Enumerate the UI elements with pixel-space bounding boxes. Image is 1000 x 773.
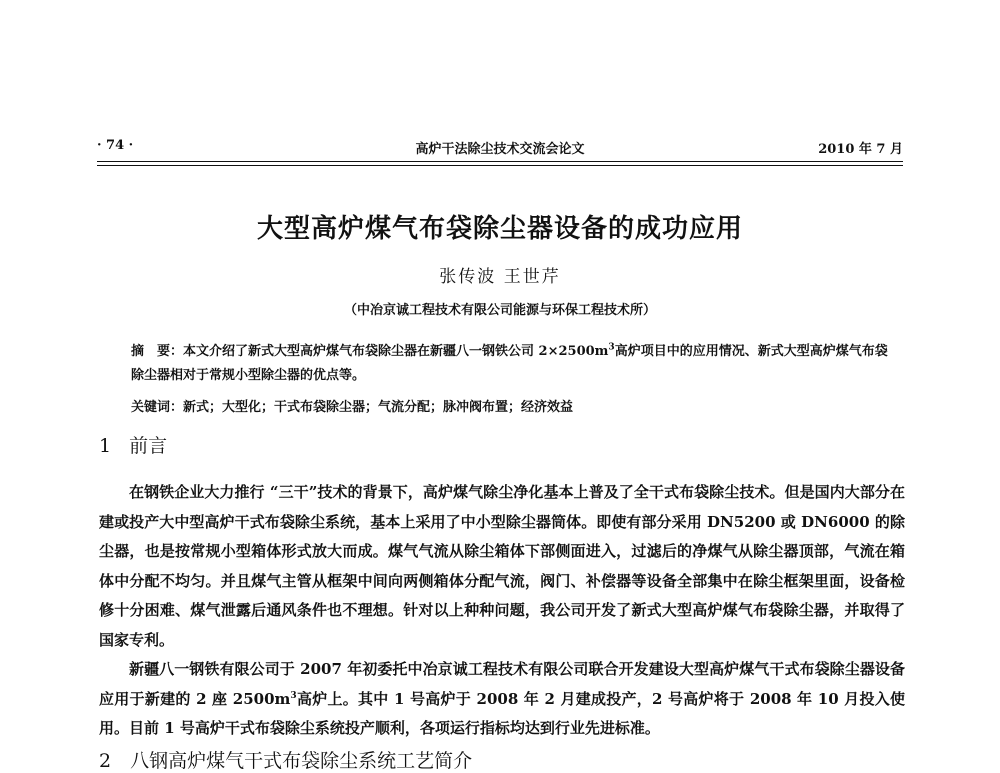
paragraph-2-text-1: 新疆八一钢铁有限公司于 2007 年初委托中冶京诚工程技术有限公司联合开发建设大型高炉煤气干式布袋除尘器设备应用于新建的 2 座 2500m <box>99 660 905 708</box>
affiliation: （中冶京诚工程技术有限公司能源与环保工程技术所） <box>343 303 656 318</box>
journal-name: 高炉干法除尘技术交流会论文 <box>415 142 585 157</box>
section-number: 1 <box>99 435 112 457</box>
header-rule-top <box>97 161 903 162</box>
section-title: 前言 <box>129 435 168 457</box>
paper-title: 大型高炉煤气布袋除尘器设备的成功应用 <box>256 214 743 244</box>
keywords-text: 新式；大型化；干式布袋除尘器；气流分配；脉冲阀布置；经济效益 <box>183 400 574 415</box>
paragraph-2 <box>99 655 905 744</box>
abstract-label: 摘 要： <box>131 344 184 359</box>
abstract-superscript: 3 <box>608 342 615 353</box>
keywords-label: 关键词： <box>131 400 184 415</box>
authors: 张传波 王世芹 <box>439 267 561 287</box>
abstract-text-2: 高炉项目中的应用情况、新式大型高炉煤气布袋除尘器相对于常规小型除尘器的优点等。 <box>131 344 888 383</box>
paragraph-1: 在钢铁企业大力推行 “三干”技术的背景下，高炉煤气除尘净化基本上普及了全干式布袋除尘技术。但是国内大部分在建或投产大中型高炉干式布袋除尘系统，基本上采用了中小型除尘器筒体。即使有部分采用 DN5200 或 DN6000 的除尘器，也是按常规小型箱体形式放大而成。煤气气流从除尘箱体下部侧面进入，过滤后的净煤气从除尘器顶部，气流在箱体中分配不均匀。并且煤气主管从框架中间向两侧箱体分配气流，阀门、补偿器等设备全部集中在除尘框架里面，设备检修十分困难、煤气泄露后通风条件也不理想。针对以上种种问题，我公司开发了新式大型高炉煤气布袋除尘器，并取得了国家专利。 <box>99 483 905 649</box>
section-heading-1 <box>99 431 167 458</box>
keywords <box>131 396 891 415</box>
page-number: · 74 · <box>97 138 134 153</box>
paragraph-2-text-2: 高炉上。其中 1 号高炉于 2008 年 2 月建成投产，2 号高炉将于 2008 年 10 月投入使用。目前 1 号高炉干式布袋除尘系统投产顺利，各项运行指标均达到行业先进标准。 <box>99 689 905 737</box>
header-rule-bottom <box>97 165 903 166</box>
abstract-text-1: 本文介绍了新式大型高炉煤气布袋除尘器在新疆八一钢铁公司 2×2500m <box>183 344 609 359</box>
issue-date: 2010 年 7 月 <box>818 142 903 157</box>
paragraph-2-superscript: 3 <box>290 690 297 701</box>
body-text <box>99 478 905 744</box>
abstract <box>131 340 891 388</box>
section-heading-2-partial: 2 八钢高炉煤气干式布袋除尘系统工艺简介 <box>99 750 473 772</box>
running-header <box>97 138 903 158</box>
